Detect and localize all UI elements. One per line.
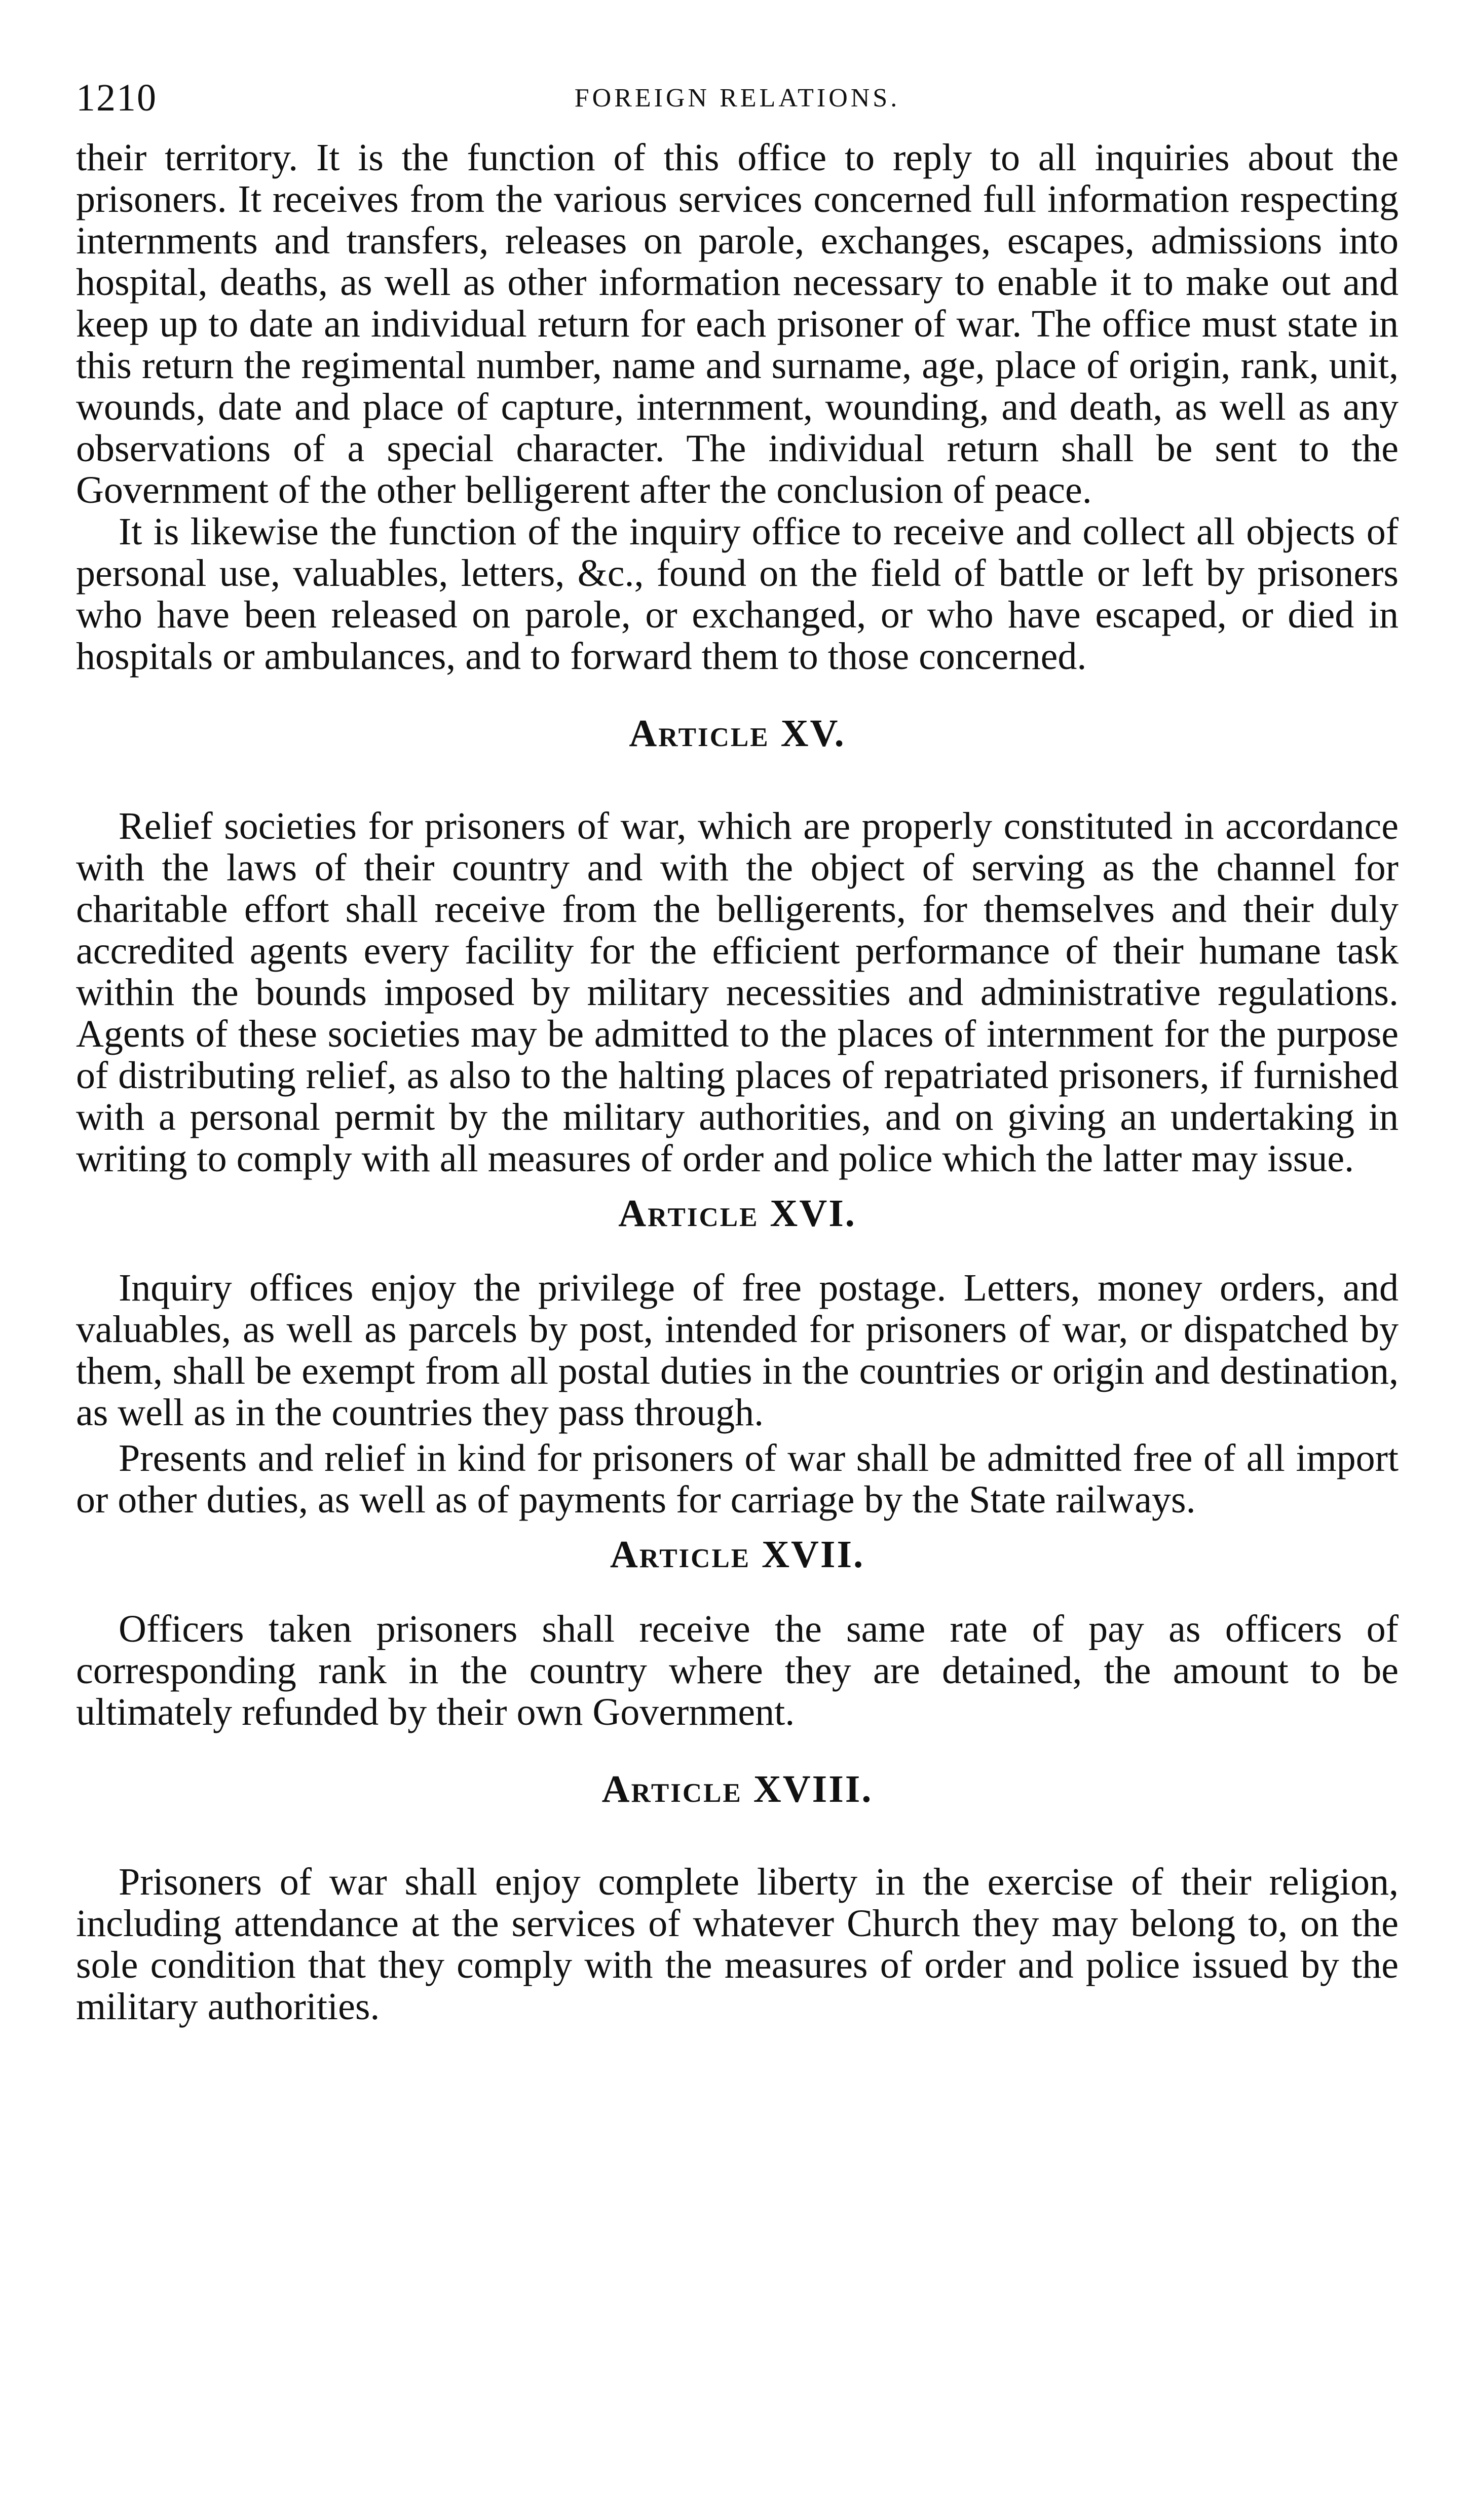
running-header [76,76,1399,137]
article-xvi [76,1192,1399,1521]
article-heading: Article XV. [629,712,846,755]
article-xvii [76,1533,1399,1733]
article-heading: Article XVI. [618,1192,856,1235]
page-number: 1210 [76,77,157,119]
article-heading: Article XVII. [610,1533,865,1576]
paragraph: Presents and relief in kind for prisoners of war shall be admitted free of all import or other duties, as well as of payments for carriage by the State railways. [76,1437,1399,1521]
article-xviii [76,1767,1399,2027]
running-title: FOREIGN RELATIONS. [574,84,900,113]
article-xv [76,712,1399,1179]
paragraph: Prisoners of war shall enjoy complete liberty in the exercise of their religion, including attendance at the services of whatever Church they may belong to, on the sole condition that they comply with the measures of order and police issued by the military authorities. [76,1861,1399,2028]
paragraph: Inquiry offices enjoy the privilege of free postage. Letters, money orders, and valuables, as well as parcels by post, intended for prisoners of war, or dispatched by them, shall be exempt from all postal duties in the countries or origin and destination, as well as in the countries they pass through. [76,1267,1399,1434]
article-heading: Article XVIII. [601,1768,873,1810]
paragraph: Relief societies for prisoners of war, which are properly constituted in accordance with the laws of their country and with the object of serving as the channel for charitable effort shall receive from the belligerents, for themselves and their duly accredited agents every facility for the efficient performance of their humane task within the bounds imposed by military necessities and administrative regulations. Agents of these societies may be admitted to the places of internment for the purpose of distributing relief, as also to the halting places of repatriated prisoners, if furnished with a personal permit by the military authorities, and on giving an undertaking in writing to comply with all measures of order and police which the latter may issue. [76,805,1399,1180]
paragraph-continued: their territory. It is the function of this office to reply to all inquiries about the prisoners. It receives from the various services concerned full information respecting internments and transfers, releases on parole, exchanges, escapes, admissions into hospital, deaths, as well as other information necessary to enable it to make out and keep up to date an individual return for each prisoner of war. The office must state in this return the regimental number, name and surname, age, place of origin, rank, unit, wounds, date and place of capture, internment, wounding, and death, as well as any observations of a special character. The individual return shall be sent to the Government of the other belligerent after the conclusion of peace. [76,136,1399,511]
document-page [76,76,1399,2027]
paragraph: It is likewise the function of the inquiry office to receive and collect all objects of personal use, valuables, letters, &c., found on the field of battle or left by prisoners who have been released on parole, or exchanged, or who have escaped, or died in hospitals or ambulances, and to forward them to those concerned. [76,510,1399,678]
paragraph: Officers taken prisoners shall receive the same rate of pay as officers of corresponding rank in the country where they are detained, the amount to be ultimately refunded by their own Government. [76,1608,1399,1733]
intro-section [76,137,1399,677]
